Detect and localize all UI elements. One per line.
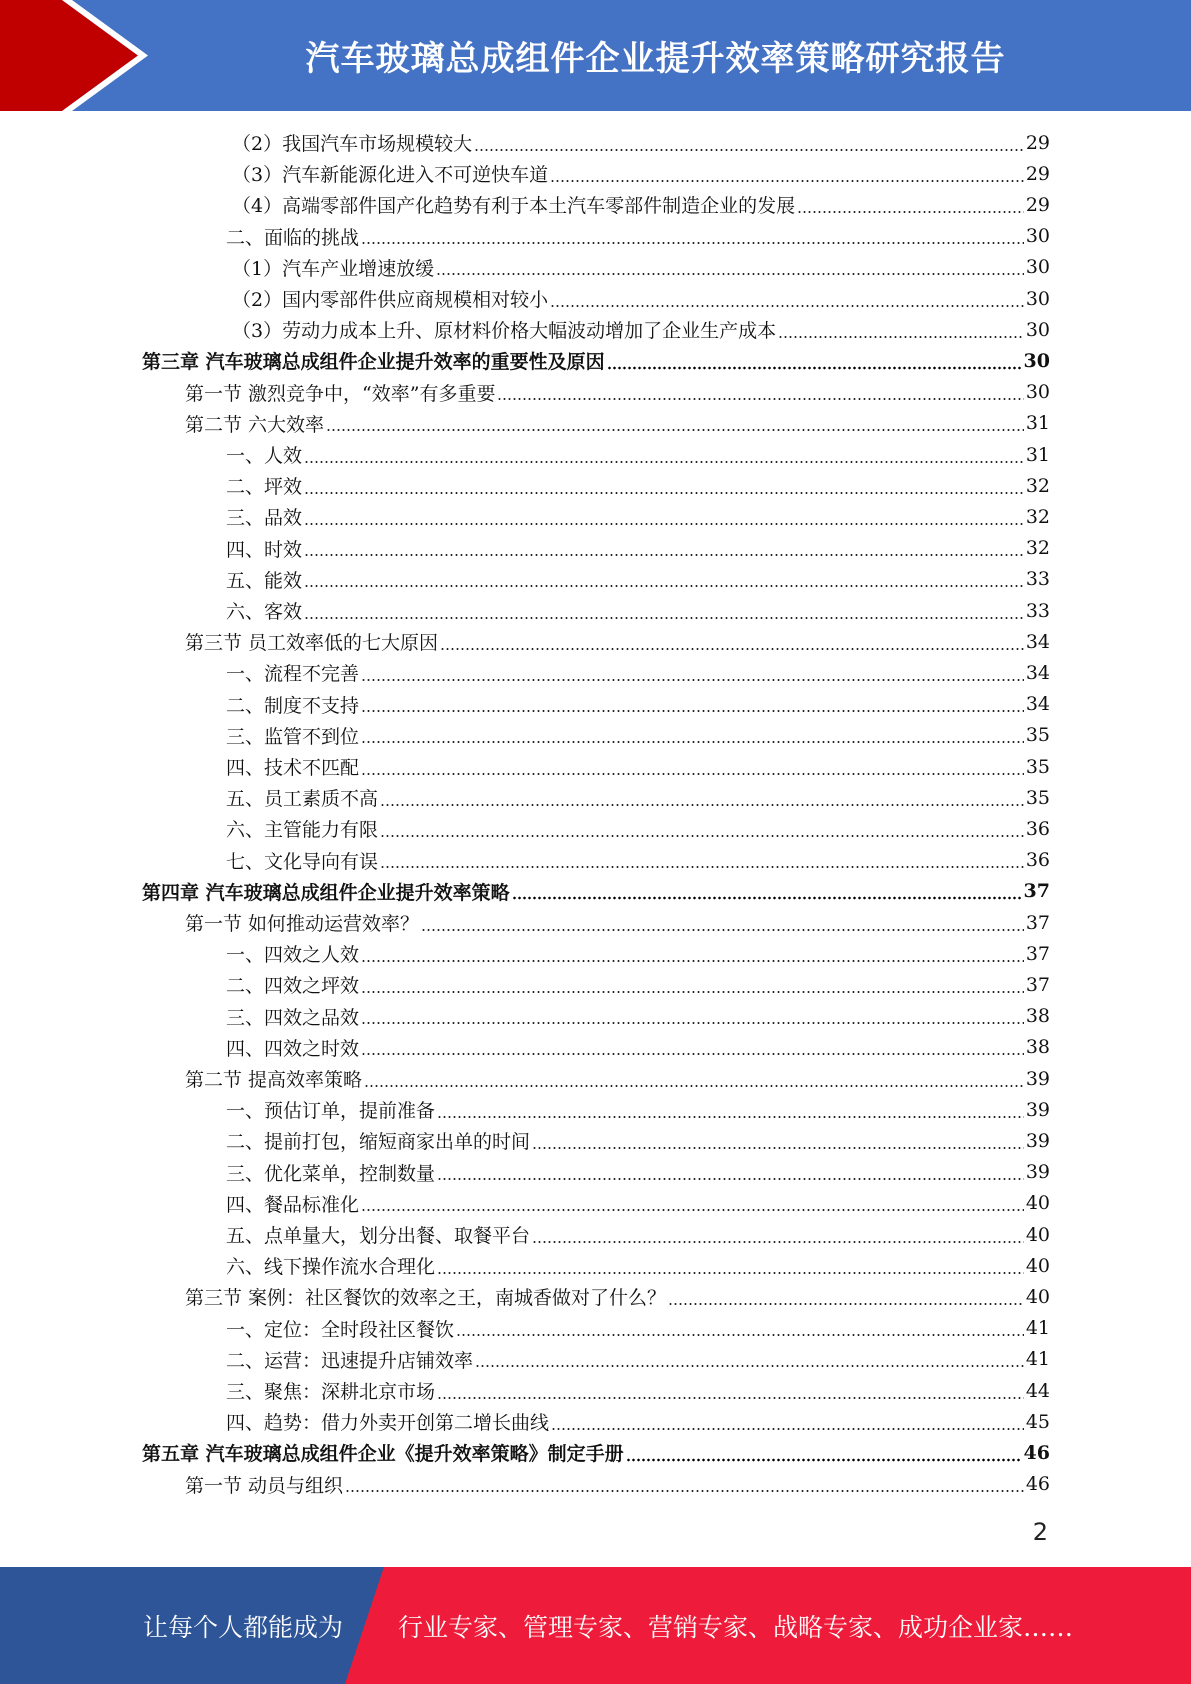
- footer-slogan-right: 行业专家、管理专家、营销专家、战略专家、成功企业家……: [398, 1612, 1074, 1642]
- toc-entry[interactable]: [0, 314, 1050, 345]
- toc-entry[interactable]: [0, 782, 1050, 813]
- toc-dot-leader: [304, 569, 1024, 589]
- page-number: 2: [1032, 1518, 1048, 1546]
- toc-entry-title: 第二节 提高效率策略: [185, 1069, 363, 1091]
- toc-entry-page: 34: [1025, 693, 1050, 716]
- toc-entry-title: 四、餐品标准化: [226, 1193, 360, 1216]
- toc-entry[interactable]: [0, 1188, 1050, 1219]
- toc-entry-title: 三、优化菜单，控制数量: [226, 1162, 436, 1185]
- toc-dot-leader: [437, 1381, 1024, 1401]
- toc-dot-leader: [304, 445, 1024, 465]
- toc-entry-title: 二、坪效: [226, 476, 303, 499]
- toc-entry[interactable]: [0, 657, 1050, 688]
- toc-entry[interactable]: [0, 501, 1050, 532]
- toc-entry[interactable]: [0, 377, 1050, 408]
- toc-dot-leader: [474, 133, 1024, 153]
- toc-entry-title: （3）汽车新能源化进入不可逆快车道: [232, 164, 549, 187]
- toc-dot-leader: [380, 788, 1024, 808]
- toc-dot-leader: [304, 507, 1024, 527]
- toc-dot-leader: [797, 195, 1024, 215]
- toc-entry-page: 33: [1025, 568, 1050, 591]
- toc-entry-title: 一、定位：全时段社区餐饮: [226, 1318, 455, 1341]
- toc-entry-title: 第一节 动员与组织: [185, 1474, 344, 1497]
- toc-entry-page: 44: [1025, 1379, 1050, 1402]
- toc-entry[interactable]: [0, 439, 1050, 470]
- toc-dot-leader: [361, 1006, 1024, 1026]
- toc-entry-title: 一、人效: [226, 445, 303, 467]
- toc-entry[interactable]: [0, 1250, 1050, 1281]
- toc-entry-title: 三、品效: [226, 507, 303, 530]
- toc-dot-leader: [497, 382, 1023, 402]
- toc-entry[interactable]: [0, 969, 1050, 1000]
- toc-entry-page: 40: [1025, 1192, 1050, 1215]
- toc-entry-page: 38: [1025, 1005, 1050, 1028]
- toc-entry-page: 34: [1025, 661, 1050, 684]
- toc-dot-leader: [361, 975, 1024, 995]
- toc-entry[interactable]: [0, 1469, 1050, 1500]
- toc-entry-page: 41: [1025, 1348, 1050, 1371]
- toc-entry-page: 33: [1025, 599, 1050, 622]
- toc-entry[interactable]: [0, 1125, 1050, 1156]
- toc-entry[interactable]: [0, 345, 1050, 376]
- document-title: 汽车玻璃总成组件企业提升效率策略研究报告: [305, 39, 1006, 79]
- toc-entry-page: 29: [1025, 162, 1050, 185]
- toc-dot-leader: [361, 694, 1024, 714]
- toc-entry-title: （3）劳动力成本上升、原材料价格大幅波动增加了企业生产成本: [232, 320, 777, 343]
- toc-entry[interactable]: [0, 127, 1050, 158]
- toc-entry-page: 30: [1025, 318, 1050, 341]
- toc-entry[interactable]: [0, 938, 1050, 969]
- toc-entry[interactable]: [0, 221, 1050, 252]
- toc-entry-title: 二、运营：迅速提升店铺效率: [226, 1349, 474, 1372]
- toc-entry[interactable]: [0, 408, 1050, 439]
- toc-dot-leader: [421, 913, 1024, 933]
- toc-entry[interactable]: [0, 751, 1050, 782]
- toc-entry-title: 五、员工素质不高: [226, 788, 379, 811]
- toc-entry-page: 36: [1025, 817, 1050, 840]
- toc-dot-leader: [304, 601, 1024, 621]
- toc-dot-leader: [361, 757, 1024, 777]
- toc-dot-leader: [532, 1131, 1024, 1151]
- toc-entry-page: 31: [1025, 412, 1050, 435]
- toc-dot-leader: [437, 1162, 1024, 1182]
- toc-dot-leader: [475, 1349, 1024, 1369]
- toc-entry-title: 一、流程不完善: [226, 663, 360, 686]
- toc-entry-title: 六、线下操作流水合理化: [226, 1256, 436, 1279]
- toc-entry-page: 35: [1025, 755, 1050, 778]
- toc-entry-page: 32: [1025, 505, 1050, 528]
- toc-entry[interactable]: [0, 907, 1050, 938]
- toc-dot-leader: [361, 725, 1024, 745]
- toc-dot-leader: [456, 1318, 1024, 1338]
- toc-entry-title: 第四章 汽车玻璃总成组件企业提升效率策略: [142, 881, 510, 904]
- toc-entry-title: （2）我国汽车市场规模较大: [232, 133, 473, 155]
- toc-dot-leader: [304, 538, 1024, 558]
- toc-entry-page: 39: [1025, 1067, 1050, 1090]
- toc-entry-page: 40: [1025, 1285, 1050, 1308]
- toc-entry-title: 三、聚焦：深耕北京市场: [226, 1381, 436, 1403]
- toc-entry[interactable]: [0, 1032, 1050, 1063]
- toc-dot-leader: [668, 1287, 1024, 1307]
- toc-dot-leader: [436, 257, 1024, 277]
- toc-dot-leader: [626, 1443, 1022, 1463]
- toc-entry-page: 30: [1025, 381, 1050, 404]
- toc-entry-title: 一、预估订单，提前准备: [226, 1100, 436, 1123]
- toc-entry-title: 第二节 六大效率: [185, 413, 325, 436]
- toc-entry-title: 五、能效: [226, 569, 303, 592]
- toc-entry[interactable]: [0, 1375, 1050, 1406]
- toc-entry[interactable]: [0, 1219, 1050, 1250]
- toc-entry-title: 一、四效之人效: [226, 944, 360, 967]
- toc-entry-title: （1）汽车产业增速放缓: [232, 257, 435, 280]
- toc-entry[interactable]: [0, 252, 1050, 283]
- toc-entry-title: 三、四效之品效: [226, 1006, 360, 1029]
- toc-dot-leader: [364, 1069, 1024, 1089]
- toc-entry-title: （4）高端零部件国产化趋势有利于本土汽车零部件制造企业的发展: [232, 195, 796, 218]
- toc-entry[interactable]: [0, 1281, 1050, 1312]
- toc-entry-page: 37: [1025, 911, 1050, 934]
- toc-entry[interactable]: [0, 1063, 1050, 1094]
- toc-dot-leader: [361, 663, 1024, 683]
- toc-entry-page: 35: [1025, 724, 1050, 747]
- toc-entry-page: 36: [1025, 849, 1050, 872]
- toc-entry-title: 三、监管不到位: [226, 725, 360, 748]
- toc-entry-title: 第一节 激烈竞争中，“效率”有多重要: [185, 382, 496, 405]
- toc-dot-leader: [551, 1412, 1024, 1432]
- toc-entry[interactable]: [0, 813, 1050, 844]
- toc-entry[interactable]: [0, 1406, 1050, 1437]
- toc-dot-leader: [380, 850, 1024, 870]
- toc-dot-leader: [778, 320, 1024, 340]
- toc-entry-title: 第三节 案例：社区餐饮的效率之王，南城香做对了什么？: [185, 1287, 667, 1310]
- toc-entry-title: 二、面临的挑战: [226, 226, 360, 249]
- toc-entry-title: （2）国内零部件供应商规模相对较小: [232, 289, 549, 311]
- toc-dot-leader: [607, 351, 1022, 371]
- toc-entry-title: 二、制度不支持: [226, 694, 360, 717]
- toc-entry-title: 第三章 汽车玻璃总成组件企业提升效率的重要性及原因: [142, 351, 605, 374]
- toc-entry-page: 41: [1025, 1317, 1050, 1340]
- toc-entry-title: 六、主管能力有限: [226, 819, 379, 842]
- toc-entry-page: 30: [1025, 287, 1050, 310]
- toc-entry[interactable]: [0, 626, 1050, 657]
- toc-entry[interactable]: [0, 1437, 1050, 1468]
- toc-entry-page: 32: [1025, 537, 1050, 560]
- toc-dot-leader: [440, 632, 1024, 652]
- toc-entry[interactable]: [0, 189, 1050, 220]
- toc-entry-page: 37: [1023, 880, 1050, 903]
- toc-entry[interactable]: [0, 283, 1050, 314]
- toc-entry-page: 29: [1025, 131, 1050, 154]
- toc-entry-title: 二、提前打包，缩短商家出单的时间: [226, 1131, 531, 1154]
- toc-entry-title: 四、时效: [226, 538, 303, 561]
- toc-dot-leader: [361, 1193, 1024, 1213]
- toc-entry-title: 六、客效: [226, 601, 303, 623]
- page-footer: [0, 1567, 1191, 1684]
- toc-entry-page: 37: [1025, 942, 1050, 965]
- toc-entry-title: 四、趋势：借力外卖开创第二增长曲线: [226, 1412, 550, 1435]
- toc-dot-leader: [380, 819, 1024, 839]
- toc-entry-page: 32: [1025, 474, 1050, 497]
- toc-entry-page: 29: [1025, 193, 1050, 216]
- page-header: [0, 0, 1191, 111]
- toc-dot-leader: [361, 944, 1024, 964]
- toc-entry-page: 30: [1023, 349, 1050, 372]
- toc-entry-title: 二、四效之坪效: [226, 975, 360, 998]
- toc-entry-page: 31: [1025, 443, 1050, 466]
- toc-dot-leader: [512, 881, 1022, 901]
- toc-dot-leader: [326, 413, 1024, 433]
- toc-entry[interactable]: [0, 1157, 1050, 1188]
- toc-entry-title: 七、文化导向有误: [226, 850, 379, 873]
- toc-entry[interactable]: [0, 720, 1050, 751]
- toc-entry-page: 37: [1025, 973, 1050, 996]
- toc-entry-title: 五、点单量大，划分出餐、取餐平台: [226, 1225, 531, 1247]
- toc-entry[interactable]: [0, 689, 1050, 720]
- toc-entry-title: 四、四效之时效: [226, 1037, 360, 1060]
- toc-entry[interactable]: [0, 564, 1050, 595]
- toc-entry-page: 39: [1025, 1129, 1050, 1152]
- toc-dot-leader: [345, 1474, 1024, 1494]
- toc-dot-leader: [437, 1256, 1024, 1276]
- toc-entry[interactable]: [0, 158, 1050, 189]
- toc-entry[interactable]: [0, 595, 1050, 626]
- toc-entry-page: 34: [1025, 630, 1050, 653]
- toc-entry-page: 40: [1025, 1223, 1050, 1246]
- toc-entry-page: 46: [1023, 1441, 1050, 1464]
- toc-entry-title: 第一节 如何推动运营效率？: [185, 913, 420, 935]
- toc-entry-page: 30: [1025, 256, 1050, 279]
- toc-entry[interactable]: [0, 533, 1050, 564]
- toc-entry-page: 39: [1025, 1098, 1050, 1121]
- toc-entry[interactable]: [0, 1344, 1050, 1375]
- toc-entry[interactable]: [0, 1313, 1050, 1344]
- toc-dot-leader: [550, 289, 1024, 309]
- toc-entry[interactable]: [0, 470, 1050, 501]
- toc-dot-leader: [437, 1100, 1024, 1120]
- chevron-arrow-icon: [0, 0, 150, 111]
- toc-entry-title: 第五章 汽车玻璃总成组件企业《提升效率策略》制定手册: [142, 1443, 624, 1466]
- toc-entry[interactable]: [0, 845, 1050, 876]
- toc-dot-leader: [361, 226, 1024, 246]
- toc-entry-page: 40: [1025, 1254, 1050, 1277]
- toc-entry-page: 38: [1025, 1036, 1050, 1059]
- toc-entry-page: 35: [1025, 786, 1050, 809]
- toc-entry-page: 30: [1025, 225, 1050, 248]
- toc-dot-leader: [361, 1037, 1024, 1057]
- footer-slogan-left: 让每个人都能成为: [143, 1612, 344, 1642]
- toc-dot-leader: [532, 1225, 1024, 1245]
- toc-entry[interactable]: [0, 1094, 1050, 1125]
- toc-entry-title: 第三节 员工效率低的七大原因: [185, 632, 439, 655]
- toc-entry-page: 39: [1025, 1161, 1050, 1184]
- toc-entry-page: 46: [1025, 1473, 1050, 1496]
- toc-dot-leader: [304, 476, 1024, 496]
- toc-entry-title: 四、技术不匹配: [226, 757, 360, 779]
- toc-entry[interactable]: [0, 876, 1050, 907]
- toc-entry[interactable]: [0, 1001, 1050, 1032]
- toc-entry-page: 45: [1025, 1410, 1050, 1433]
- toc-dot-leader: [550, 164, 1024, 184]
